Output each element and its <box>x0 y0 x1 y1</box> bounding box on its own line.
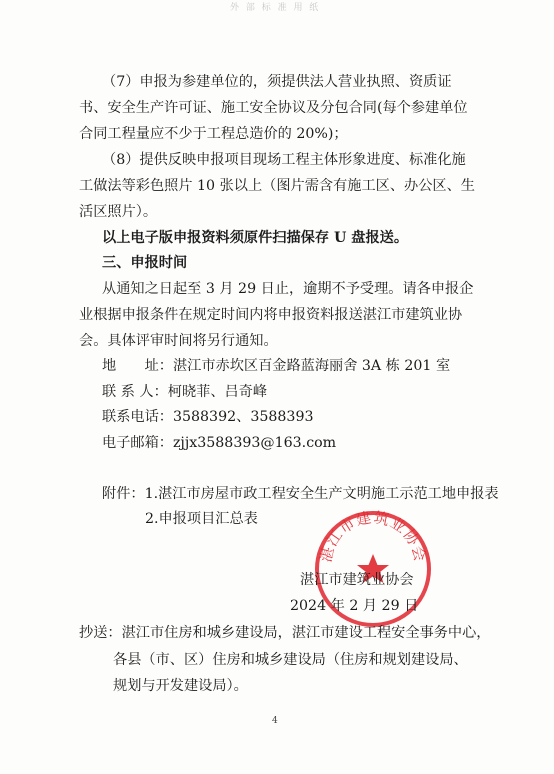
address-row <box>102 357 450 375</box>
cc-label: 抄送： <box>79 625 122 641</box>
attachment-label: 附件： <box>102 486 145 502</box>
signature-date: 2024 年 2 月 29 日 <box>290 598 419 614</box>
cc-row-1 <box>79 624 490 642</box>
bold-note: 以上电子版申报资料须原件扫描保存 U 盘报送。 <box>102 230 409 246</box>
item-8-line-1: （8）提供反映申报项目现场工程主体形象进度、标准化施 <box>102 152 466 168</box>
item-7-line-3: 合同工程量应不少于工程总造价的 20%)； <box>79 126 348 142</box>
time-line-3: 会。具体评审时间将另行通知。 <box>79 333 278 349</box>
address-label: 地 址： <box>102 358 173 374</box>
attachment-row-1 <box>102 485 499 503</box>
phone-value: 3588392、3588393 <box>172 409 314 425</box>
time-line-2: 业根据申报条件在规定时间内将申报资料报送湛江市建筑业协 <box>79 307 463 323</box>
cc-line-2: 各县（市、区）住房和城乡建设局（住房和规划建设局、 <box>113 652 468 668</box>
contact-person-row <box>102 383 267 401</box>
attachment-item-1: 1.湛江市房屋市政工程安全生产文明施工示范工地申报表 <box>144 486 499 502</box>
signature-org: 湛江市建筑业协会 <box>300 572 414 588</box>
seal-text: 湛江市建筑业协会 <box>316 508 430 564</box>
email-value: zjjx3588393@163.com <box>172 435 337 451</box>
phone-label: 联系电话： <box>102 409 173 425</box>
cc-line-3: 规划与开发建设局）。 <box>113 678 248 694</box>
cc-line-1: 湛江市住房和城乡建设局，湛江市建设工程安全事务中心， <box>121 625 491 641</box>
section-title: 三、申报时间 <box>102 255 188 271</box>
phone-row <box>102 408 314 426</box>
item-8-line-3: 活区照片）。 <box>79 204 158 220</box>
item-7-line-2: 书、安全生产许可证、施工安全协议及分包合同(每个参建单位 <box>79 100 468 116</box>
item-7-line-1: （7）申报为参建单位的，须提供法人营业执照、资质证 <box>102 74 452 90</box>
faint-header-text: 外 部 标 准 用 纸 <box>230 3 321 13</box>
item-8-line-2: 工做法等彩色照片 10 张以上（图片需含有施工区、办公区、生 <box>79 178 475 194</box>
contact-person-value: 柯晓菲、吕奇峰 <box>167 384 268 400</box>
time-line-1: 从通知之日起至 3 月 29 日止，逾期不予受理。请各申报企 <box>102 281 474 297</box>
attachment-item-2: 2.申报项目汇总表 <box>145 511 258 527</box>
address-value: 湛江市赤坎区百金路蓝海丽舍 3A 栋 201 室 <box>172 358 451 374</box>
email-row <box>102 434 336 452</box>
email-label: 电子邮箱： <box>102 435 173 451</box>
page-number: 4 <box>272 716 278 726</box>
contact-person-label: 联 系 人： <box>102 384 168 400</box>
